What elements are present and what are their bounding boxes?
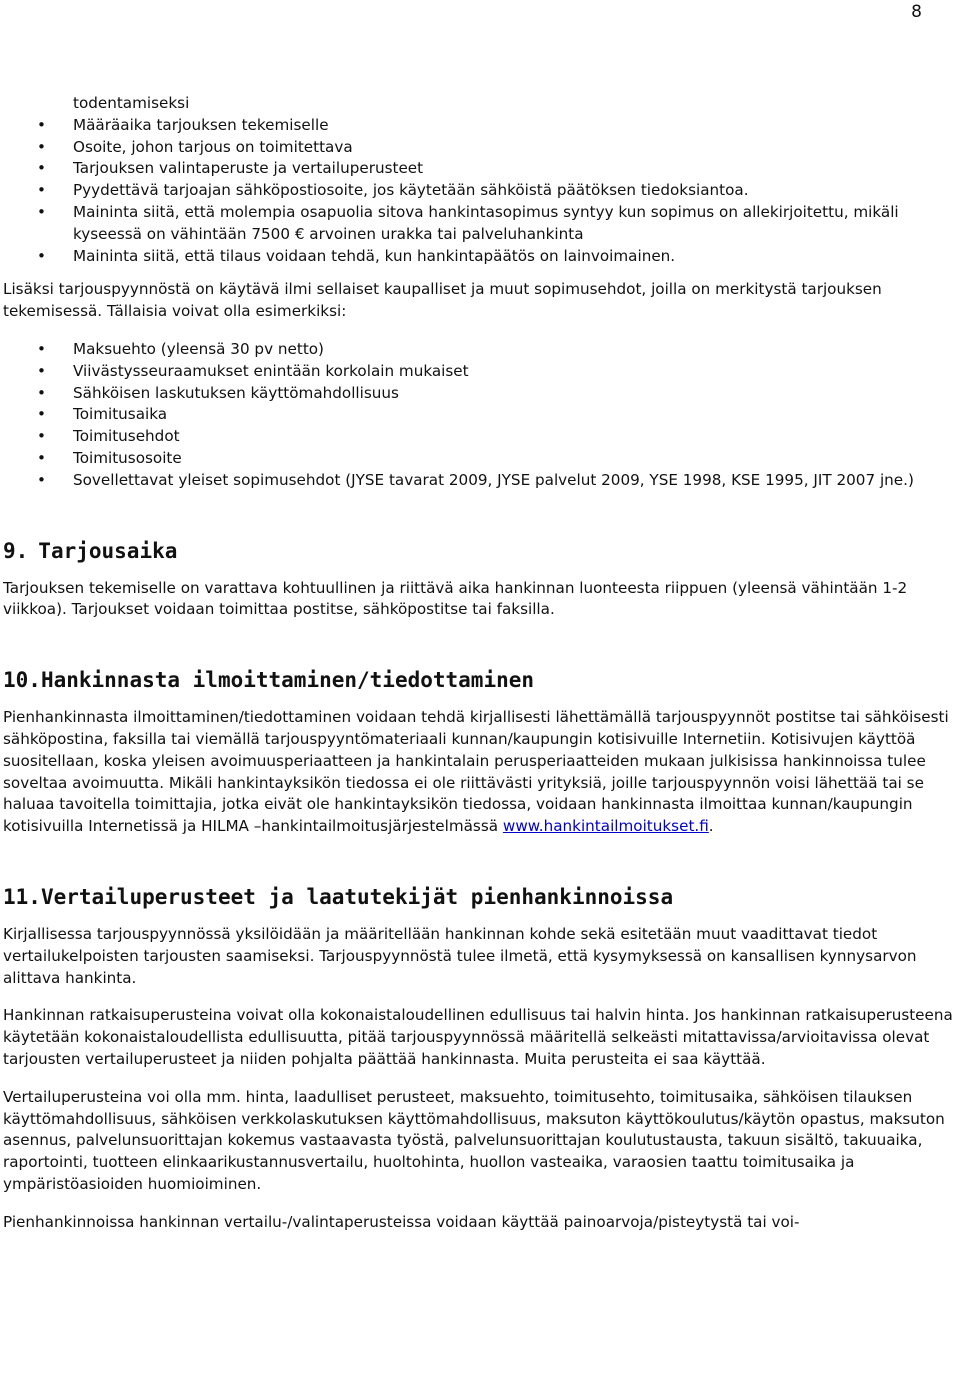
- section-number: 9.: [3, 538, 29, 563]
- list-item: • Maininta siitä, että molempia osapuolia sitova hankintasopimus syntyy kun sopimus on allekirjoitettu, mikäli kyseessä on vähintään 7500 € arvoinen urakka tai palveluhankinta: [3, 202, 958, 246]
- list-item: • Toimitusosoite: [3, 448, 958, 470]
- section-10-heading: [3, 665, 958, 695]
- page-number: 8: [911, 2, 922, 22]
- terms-list: [3, 339, 958, 492]
- list-item: • Viivästysseuraamukset enintään korkolain mukaiset: [3, 361, 958, 383]
- section-title: Hankinnasta ilmoittaminen/tiedottaminen: [40, 668, 535, 693]
- list-item: • Maksuehto (yleensä 30 pv netto): [3, 339, 958, 361]
- section-11-paragraph: Pienhankinnoissa hankinnan vertailu-/valintaperusteissa voidaan käyttää painoarvoja/pisteytystä tai voi-: [3, 1212, 800, 1231]
- paragraph-end: .: [708, 817, 714, 836]
- section-11-paragraph: Kirjallisessa tarjouspyynnössä yksilöidään ja määritellään hankinnan kohde sekä esitetään muut vaadittavat tiedot vertailukelpoisten tarjousten saamiseksi. Tarjouspyynnöstä tulee ilmetä, että kysymyksessä on kansallisen kynnysarvon alittava hankinta.: [3, 924, 917, 987]
- list-item: todentamiseksi: [73, 94, 190, 112]
- list-item: • Määräaika tarjouksen tekemiselle: [3, 115, 958, 137]
- list-item: • Toimitusaika: [3, 404, 958, 426]
- list-item: • Pyydettävä tarjoajan sähköpostiosoite, jos käytetään sähköistä päätöksen tiedoksiantoa.: [3, 180, 958, 202]
- section-9-paragraph: Tarjouksen tekemiselle on varattava kohtuullinen ja riittävä aika hankinnan luonteesta riippuen (yleensä vähintään 1-2 viikkoa). Tarjoukset voidaan toimittaa postitse, sähköpostitse tai faksilla.: [3, 578, 908, 619]
- list-item: • Maininta siitä, että tilaus voidaan tehdä, kun hankintapäätös on lainvoimainen.: [3, 246, 958, 268]
- document-body: [3, 93, 958, 1233]
- section-11-paragraph: Vertailuperusteina voi olla mm. hinta, laadulliset perusteet, maksuehto, toimitusehto, toimitusaika, sähköisen tilauksen käyttömahdollisuus, sähköisen verkkolaskutuksen käyttömahdollisuus, maksuton käyttökoulutus/käytön opastus, maksuton asennus, palvelunsuorittajan kokemus vastaavasta työstä, palvelunsuorittajan koulutustausta, takuun sisältö, takuuaika, raportointi, tuotteen elinkaarikustannusvertailu, huoltohinta, huollon vasteaika, varaosien taattu toimitusaika ja ympäristöasioiden huomioiminen.: [3, 1087, 945, 1193]
- section-9-heading: [3, 536, 958, 566]
- list-item: • Sovellettavat yleiset sopimusehdot (JYSE tavarat 2009, JYSE palvelut 2009, YSE 1998, KSE 1995, JIT 2007 jne.): [3, 470, 958, 492]
- list-item: • Osoite, johon tarjous on toimitettava: [3, 137, 958, 159]
- section-title: Vertailuperusteet ja laatutekijät pienhankinnoissa: [40, 884, 674, 909]
- section-title: Tarjousaika: [38, 538, 178, 563]
- list-item: • Tarjouksen valintaperuste ja vertailuperusteet: [3, 158, 958, 180]
- list-item: • Toimitusehdot: [3, 426, 958, 448]
- section-10-paragraph: [3, 707, 958, 838]
- section-11-paragraph: Hankinnan ratkaisuperusteina voivat olla kokonaistaloudellinen edullisuus tai halvin hinta. Jos hankinnan ratkaisuperusteena käytetään kokonaistaloudellista edullisuutta, pitää tarjouspyynnössä määritellä selkeästi mitattavissa/arvioitavissa olevat tarjousten vertailuperusteet ja niiden pohjalta päättää hankinnasta. Muita perusteita ei saa käyttää.: [3, 1006, 953, 1068]
- requirements-list: [3, 93, 958, 267]
- section-11-heading: [3, 882, 958, 912]
- intro-paragraph: Lisäksi tarjouspyynnöstä on käytävä ilmi sellaiset kaupalliset ja muut sopimusehdot, joilla on merkitystä tarjouksen tekemisessä. Tällaisia voivat olla esimerkiksi:: [3, 280, 882, 321]
- hankintailmoitukset-link[interactable]: www.hankintailmoitukset.fi: [502, 817, 709, 836]
- list-item: • Sähköisen laskutuksen käyttömahdollisuus: [3, 383, 958, 405]
- section-number: 11.: [3, 884, 41, 909]
- section-number: 10.: [3, 668, 41, 693]
- paragraph-text: Pienhankinnasta ilmoittaminen/tiedottaminen voidaan tehdä kirjallisesti lähettämällä tarjouspyynnöt postitse tai sähköisesti sähköpostina, faksilla tai viemällä tarjouspyyntömateriaali kunnan/kaupungin kotisivuille Internetiin. Kotisivujen käyttöä suositellaan, koska yleisen avoimuusperiaatteen ja hankintalain perusperiaatteiden mukaan julkisissa hankinnoissa tulee soveltaa avoimuutta. Mikäli hankintayksikön tiedossa ei ole riittävästi yrityksiä, joille tarjouspyynnön voisi lähettää tai se haluaa tavoitella toimittajia, jotka eivät ole hankintayksikön tiedossa, voidaan hankinnasta ilmoittaa kunnan/kaupungin kotisivuilla Internetissä ja HILMA –hankintailmoitusjärjestelmässä: [3, 708, 949, 836]
